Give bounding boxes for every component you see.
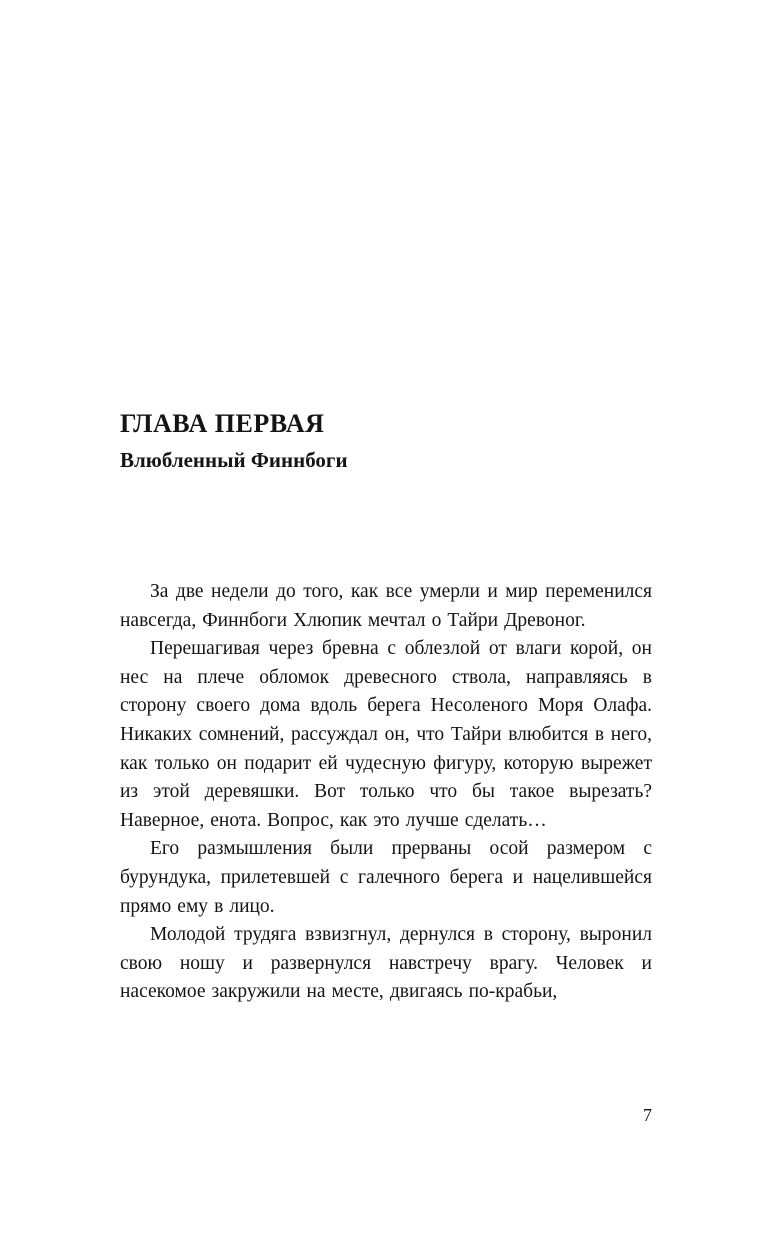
page-number: 7 xyxy=(643,1105,652,1125)
chapter-subtitle: Влюбленный Финнбоги xyxy=(120,448,348,473)
body-paragraph: Молодой трудяга взвизгнул, дернулся в сторону, выронил свою ношу и развернулся навстречу врагу. Человек и насекомое закружили на месте, двигаясь по-крабьи, xyxy=(120,924,652,1003)
body-text xyxy=(120,578,652,1007)
body-paragraph: Его размышления были прерваны осой размером с бурундука, прилетевшей с галечного берега и нацелившейся прямо ему в лицо. xyxy=(120,838,652,917)
body-paragraph: Перешагивая через бревна с облезлой от влаги корой, он нес на плече обломок древесного ствола, направляясь в сторону своего дома вдоль берега Несоленого Моря Олафа. Никаких сомнений, рассуждал он, что Тайри влюбится в него, как только он подарит ей чудесную фигуру, которую вырежет из этой деревяшки. Вот только что бы такое вырезать? Наверное, енота. Вопрос, как это лучше сделать… xyxy=(120,638,652,831)
chapter-title: ГЛАВА ПЕРВАЯ xyxy=(120,409,325,438)
body-paragraph: За две недели до того, как все умерли и мир переменился навсегда, Финнбоги Хлюпик мечтал о Тайри Древоног. xyxy=(120,581,652,631)
chapter-heading xyxy=(120,408,652,474)
